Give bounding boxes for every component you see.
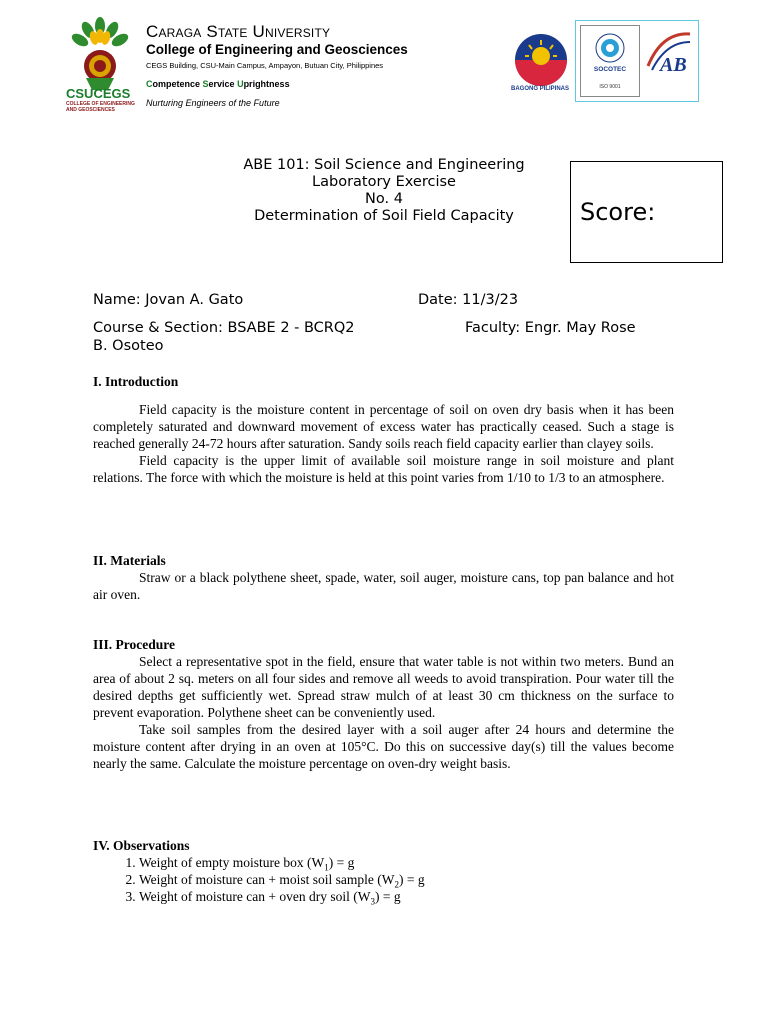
- faculty: Faculty: Engr. May Rose: [465, 320, 636, 336]
- introduction-heading: I. Introduction: [93, 374, 179, 389]
- obs-subscript: 2: [394, 879, 399, 890]
- student-name: Name: Jovan A. Gato: [93, 292, 244, 308]
- introduction-paragraph-1: Field capacity is the moisture content in percentage of soil on oven dry basis when it has been completely saturated and downward movement of excess water has practically ceased. Such a stage is reached generally 24-72 hours after saturation. Sandy soils reach field capacity earlier than clayey soils.: [93, 402, 674, 451]
- motto-initial-s: S: [202, 79, 209, 89]
- pab-label: AB: [660, 54, 687, 76]
- obs-text-pre: Weight of empty moisture box (W: [139, 855, 325, 870]
- materials-heading: II. Materials: [93, 553, 166, 568]
- date: Date: 11/3/23: [418, 292, 519, 308]
- obs-text-pre: Weight of moisture can + oven dry soil (W: [139, 889, 371, 904]
- list-item: [139, 888, 674, 905]
- iso-label: ISO 9001: [599, 84, 621, 90]
- bagong-pilipinas-label: BAGONG PILIPINAS: [510, 86, 569, 92]
- logo-text: CSUCEGS: [66, 86, 131, 101]
- list-item: [139, 871, 674, 888]
- observations-heading: IV. Observations: [93, 838, 190, 853]
- obs-text-post: ) = g: [328, 855, 355, 870]
- score-label: Score:: [580, 198, 656, 226]
- college-address: CEGS Building, CSU-Main Campus, Ampayon, Butuan City, Philippines: [146, 61, 384, 70]
- exercise-name: Determination of Soil Field Capacity: [254, 208, 514, 224]
- motto-rest-s: ervice: [208, 79, 238, 89]
- section-observations: [93, 837, 674, 905]
- list-item: [139, 854, 674, 871]
- course-title: ABE 101: Soil Science and Engineering: [243, 157, 525, 173]
- college-name: College of Engineering and Geosciences: [146, 42, 408, 57]
- section-materials: [93, 552, 674, 603]
- section-procedure: [93, 636, 674, 772]
- materials-paragraph: Straw or a black polythene sheet, spade, water, soil auger, moisture cans, top pan balance and hot air oven.: [93, 570, 674, 602]
- section-introduction: [93, 373, 674, 486]
- university-name: Caraga State University: [146, 22, 331, 41]
- logo-subtext: COLLEGE OF ENGINEERING AND GEOSCIENCES: [66, 101, 135, 113]
- obs-subscript: 3: [370, 896, 375, 907]
- socotec-icon: [581, 26, 639, 66]
- motto-initial-u: U: [237, 79, 244, 89]
- course-section: Course & Section: BSABE 2 - BCRQ2: [93, 320, 355, 336]
- procedure-paragraph-2: Take soil samples from the desired layer with a soil auger after 24 hours and determine the moisture content after drying in an oven at 105°C. Do this on successive day(s) till the values become nearly the same. Calculate the moisture percentage on oven-dry weight basis.: [93, 722, 674, 771]
- obs-text-pre: Weight of moisture can + moist soil sample (W: [139, 872, 395, 887]
- obs-text-post: ) = g: [398, 872, 425, 887]
- motto: [146, 79, 290, 89]
- procedure-heading: III. Procedure: [93, 637, 175, 652]
- observations-list: [93, 854, 674, 905]
- obs-subscript: 1: [324, 862, 329, 873]
- introduction-paragraph-2: Field capacity is the upper limit of available soil moisture range in soil moisture and plant relations. The force with which the moisture is held at this point varies from 1/10 to 1/3 to an atmosphere.: [93, 453, 674, 485]
- exercise-type: Laboratory Exercise: [312, 174, 456, 190]
- exercise-number: No. 4: [365, 191, 403, 207]
- obs-text-post: ) = g: [374, 889, 401, 904]
- slogan: Nurturing Engineers of the Future: [146, 98, 280, 108]
- motto-rest-c: ompetence: [152, 79, 203, 89]
- faculty-continued: B. Osoteo: [93, 338, 164, 354]
- exercise-title: [190, 157, 578, 225]
- procedure-paragraph-1: Select a representative spot in the field, ensure that water table is not within two meters. Bund an area of about 2 sq. meters on all four sides and remove all weeds to avoid transpiration. Pour water till the desired depths get sufficiently wet. Spread straw mulch of at least 30 cm thickness on the surface to prevent evaporation. Polythene sheet can be conveniently used.: [93, 654, 674, 720]
- motto-rest-u: prightness: [243, 79, 290, 89]
- motto-initial-c: C: [146, 79, 153, 89]
- socotec-label: SOCOTEC: [593, 66, 627, 73]
